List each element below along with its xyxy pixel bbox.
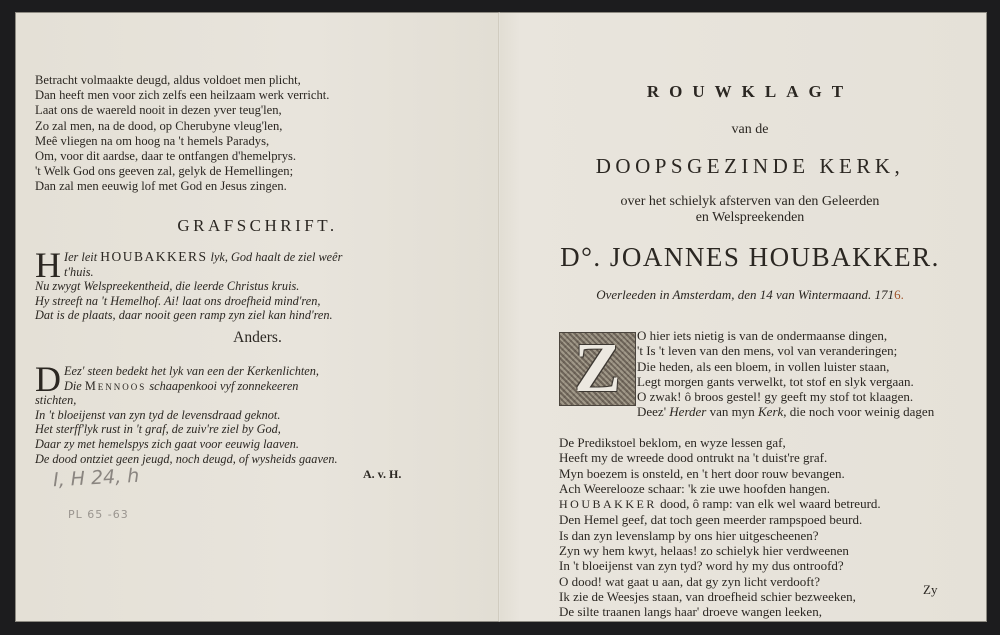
epitaph-line: Nu zwygt Welspreekentheid, die leerde Christus kruis. xyxy=(35,279,300,294)
poem-line: Dan heeft men voor zich zelfs een heilzaam werk verricht. xyxy=(35,88,330,103)
anders-epitaph xyxy=(35,359,338,466)
lament-line: Die heden, als een bloem, in vollen luister staan, xyxy=(637,358,890,374)
lament-line: Den Hemel geef, dat toch geen meerder rampspoed beurd. xyxy=(559,512,863,528)
lament-line xyxy=(637,404,934,419)
epitaph-line: Hy streeft na 't Hemelhof. Ai! laat ons droefheid mind'ren, xyxy=(35,293,321,308)
grafschrift-heading: GRAFSCHRIFT. xyxy=(177,216,338,235)
title-deceased-name: D°. JOANNES HOUBAKKER. xyxy=(560,242,940,272)
title-rouwklagt: ROUWKLAGT xyxy=(646,82,854,101)
poem-line: 't Welk God ons geeven zal, gelyk de Hemellingen; xyxy=(35,164,294,179)
page-fold xyxy=(498,12,500,622)
anders-text: Die xyxy=(64,378,85,393)
lament-line: Myn boezem is onsteld, en 't hert door rouw bevangen. xyxy=(559,465,845,481)
lament-text: van myn xyxy=(706,404,759,420)
right-page xyxy=(515,12,985,622)
lament-text: Deez' xyxy=(637,404,670,420)
title-church: DOOPSGEZINDE KERK, xyxy=(595,154,905,178)
poem-line: Dan zal men eeuwig lof met God en Jesus zingen. xyxy=(35,179,287,194)
anders-line: Het sterff'lyk rust in 't graf, de zuiv're ziel by God, xyxy=(35,422,281,437)
author-signature: A. v. H. xyxy=(363,467,402,481)
closing-poem xyxy=(35,73,329,195)
anders-line: Daar zy met hemelspys zich gaat voor eeuwig laaven. xyxy=(35,436,299,451)
word-herder: Herder xyxy=(669,404,707,420)
subtitle-line: en Welspreekenden xyxy=(695,210,805,225)
lament-line: In 't bloeijenst van zyn tyd? word hy my dus ontroofd? xyxy=(559,558,844,574)
lament-line: De Predikstoel beklom, en wyze lessen gaf, xyxy=(559,435,786,450)
subtitle-line: over het schielyk afsterven van den Geleerden xyxy=(620,194,880,209)
poem-line: Zo zal men, na de dood, op Cherubyne vleug'len, xyxy=(35,118,283,133)
manuscript-shelfmark: I, H 24, h xyxy=(52,464,140,492)
dropcap-d: D xyxy=(35,359,61,399)
anders-line: De dood ontziet geen jeugd, noch deugd, of wysheids gaaven. xyxy=(35,451,338,466)
lament-text: , die noch voor weinig dagen xyxy=(783,404,935,420)
lament-line: De silte traanen langs haar' droeve wangen leeken, xyxy=(559,604,822,620)
anders-text: schaapenkooi vyf zonnekeeren stichten, xyxy=(35,378,299,408)
epitaph-line: Dat is de plaats, daar nooit geen ramp zyn ziel kan hind'ren. xyxy=(35,308,333,323)
poem-line: Om, voor dit aardse, daar te ontfangen d'hemelprys. xyxy=(35,149,297,164)
document-sheet xyxy=(15,12,987,622)
anders-heading: Anders. xyxy=(233,329,282,346)
name-mennoos: Mennoos xyxy=(84,378,147,393)
dropcap-h: H xyxy=(35,245,61,285)
lament-line xyxy=(559,496,881,512)
lament-line: Zyn wy hem kwyt, helaas! zo schielyk hier verdweenen xyxy=(559,543,849,559)
left-page xyxy=(35,12,480,622)
death-date-line xyxy=(515,287,985,303)
anders-line: In 't bloeijenst van zyn tyd de levensdraad geknot. xyxy=(35,407,281,422)
manuscript-reference: PL 65 -63 xyxy=(68,508,129,521)
poem-line: Laat ons de waereld nooit in dezen yver teug'len, xyxy=(35,103,282,118)
lament-line: O dood! wat gaat u aan, dat gy zyn licht verdooft? xyxy=(559,573,820,589)
lament-line: Is dan zyn levenslamp by ons hier uitgescheenen? xyxy=(559,527,819,543)
grafschrift-epitaph xyxy=(35,245,346,323)
lament-line: O zwak! ô broos gestel! gy geeft my stof tot klaagen. xyxy=(637,389,914,405)
lament-text: dood, ô ramp: van elk wel waard betreurd. xyxy=(656,496,881,512)
lament-poem-bottom xyxy=(559,435,881,620)
lament-line: Ik zie de Weesjes staan, van droefheid schier bezweeken, xyxy=(559,588,856,604)
handwritten-correction: 6. xyxy=(894,287,904,302)
lament-poem-top xyxy=(637,328,934,420)
epitaph-text: Ier leit xyxy=(64,250,101,264)
title-subtitle xyxy=(515,194,985,226)
catchword: Zy xyxy=(923,582,938,597)
lament-line: Heeft my de wreede dood ontrukt na 't duist're graf. xyxy=(559,450,828,466)
epitaph-text: lyk, God haalt de ziel weêr t'huis. xyxy=(64,250,343,279)
title-van-de: van de xyxy=(731,122,769,137)
lament-line: O hier iets nietig is van de ondermaanse dingen, xyxy=(637,328,888,343)
poem-line: Meê vliegen na om hoog na 't hemels Paradys, xyxy=(35,133,270,148)
lament-line: 't Is 't leven van den mens, vol van veranderingen; xyxy=(637,343,898,359)
poem-line: Betracht volmaakte deugd, aldus voldoet men plicht, xyxy=(35,73,301,87)
anders-line: Eez' steen bedekt het lyk van een der Kerkenlichten, xyxy=(64,364,319,378)
name-houbakker: HOUBAKKER xyxy=(559,497,657,512)
lament-line: Legt morgen gants verwelkt, tot stof en slyk vergaan. xyxy=(637,373,914,389)
date-text: Overleeden in Amsterdam, den 14 van Wintermaand. 171 xyxy=(596,287,895,302)
name-houbakkers: HOUBAKKERS xyxy=(100,249,208,264)
ornamental-dropcap-z: Z xyxy=(559,332,636,406)
word-kerk: Kerk xyxy=(758,404,784,420)
lament-line: Ach Weerelooze schaar: 'k zie uwe hoofden hangen. xyxy=(559,480,831,496)
